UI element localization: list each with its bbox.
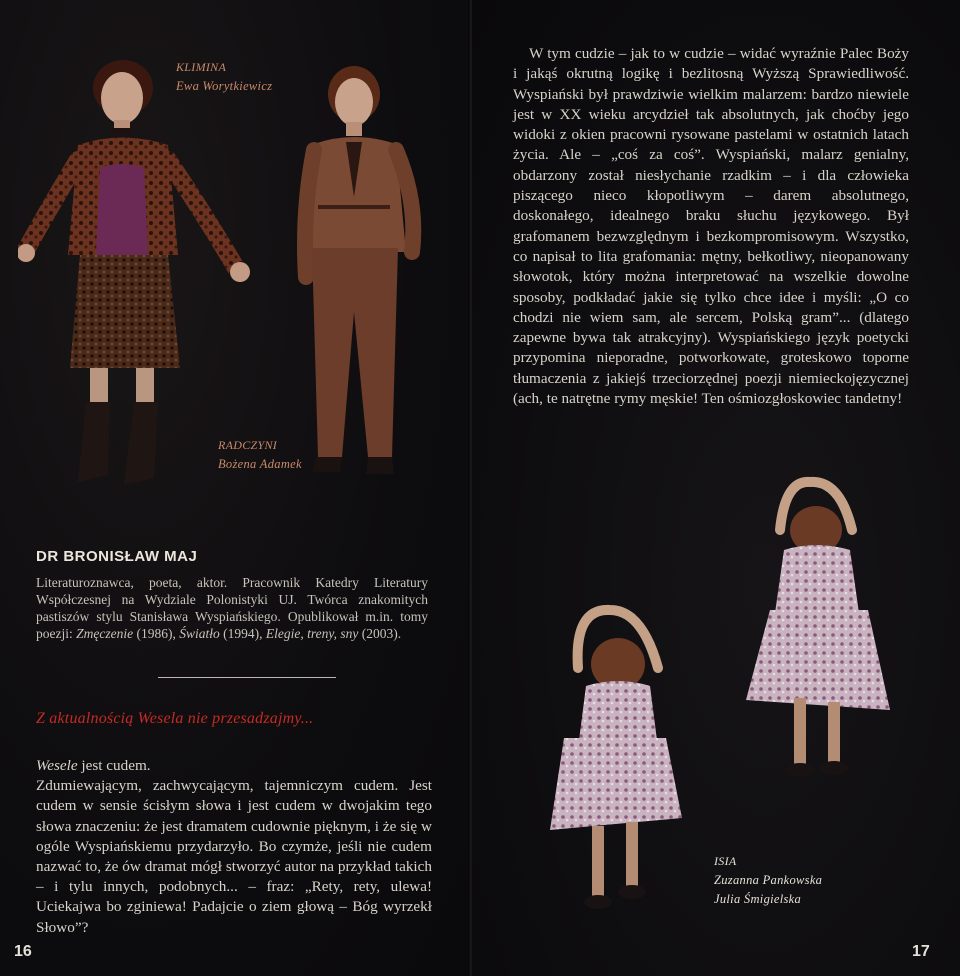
book-title: Zmęczenie [76, 626, 134, 641]
caption-role: RADCZYNI [218, 438, 278, 452]
caption-actor: Julia Śmigielska [714, 892, 802, 906]
isia-dancer-photo-1 [740, 470, 890, 790]
divider [158, 677, 336, 678]
klimina-caption [176, 58, 272, 96]
essay-text [36, 756, 432, 938]
book-year: (2003). [358, 626, 402, 641]
book-year: (1986), [133, 626, 180, 641]
book-title: Elegie, treny, sny [265, 626, 359, 641]
essay-title: Wesele [36, 757, 78, 774]
bio-text: Literaturoznawca, poeta, aktor. Pracownik Katedry Literatury Współczesnej na Wydziale Polonistyki UJ. Twórca znakomitych pastiszów stylu Stanisława Wyspiańskiego. Opublikował m.in. tomy poezji: [36, 575, 428, 641]
radczyni-caption [218, 436, 302, 474]
book-title: Światło [179, 626, 220, 641]
isia-dancer-photo-2 [542, 598, 692, 918]
klimina-photo [18, 50, 268, 495]
page-number-right: 17 [912, 943, 930, 960]
author-bio [36, 574, 428, 642]
page-number-left: 16 [14, 943, 32, 960]
radczyni-photo [288, 62, 438, 487]
body-paragraph: W tym cudzie – jak to w cudzie – widać wyraźnie Palec Boży i jakąś okrutną logikę i bezlitosną Wyższą Sprawiedliwość. Wyspiański był prawdziwie wielkim malarzem: bardzo niewiele jest w XX wieku arcydzieł tak absolutnych, jak choćby jego widoki z okien pracowni rysowane pastelami w ostatnich latach życia. Ale – „coś za coś”. Wyspiański, malarz genialny, obdarzony został niesłychanie rzadkim – i dla człowieka piszącego nieco kłopotliwym – darem absolutnego, doskonałego, idealnego braku słuchu językowego. Był grafomanem bezwzględnym i bezkompromisowym. Wszystko, co napisał to lita grafomania: mętny, bełkotliwy, nieopanowany słowotok, który można interpretować na wszelkie dowolne sposoby, podkładać jakie się tylko chce idee i myśli: „O co chodzi nie wiem sam, ale sercem, Polską gram”... (dlatego zapewne bywa tak atrakcyjny). Wyspiańskiego język poetycki przypomina nieporadne, potworkowate, groteskowo toporne tłumaczenia z jakiejś trzeciorzędnej poezji niemieckojęzycznej (ach, te natrętne rymy męskie! Ten ośmiozgłoskowiec tandetny! [513, 45, 909, 408]
left-page [0, 0, 470, 976]
isia-caption [714, 852, 822, 909]
book-year: (1994), [219, 626, 266, 641]
caption-role: KLIMINA [176, 60, 227, 74]
section-headline: Z aktualnością Wesela nie przesadzajmy... [36, 710, 314, 727]
caption-role: ISIA [714, 854, 737, 868]
caption-actor: Zuzanna Pankowska [714, 873, 823, 887]
caption-actor: Ewa Worytkiewicz [176, 79, 273, 93]
right-body-text [513, 44, 909, 409]
essay-paragraph: Zdumiewającym, zachwycającym, tajemniczym cudem. Jest cudem w sensie ścisłym słowa i jest cudem w dwojakim tego słowa znaczeniu: że jest dramatem cudownie pięknym, i że się w ogóle Wyspiańskiemu przydarzyło. Bo czymże, jeśli nie cudem nazwać to, że ów dramat mógł stworzyć autor na przykład takich – i tylu innych, podobnych... – fraz: „Rety, rety, ulewa! Uciekajwa bo zginiewa! Padajcie o ziem głową – Bóg wyrzekł Słowo”? [36, 777, 432, 936]
essay-first-line: jest cudem. [77, 757, 151, 774]
caption-actor: Bożena Adamek [218, 457, 302, 471]
author-name: DR BRONISŁAW MAJ [36, 548, 198, 565]
